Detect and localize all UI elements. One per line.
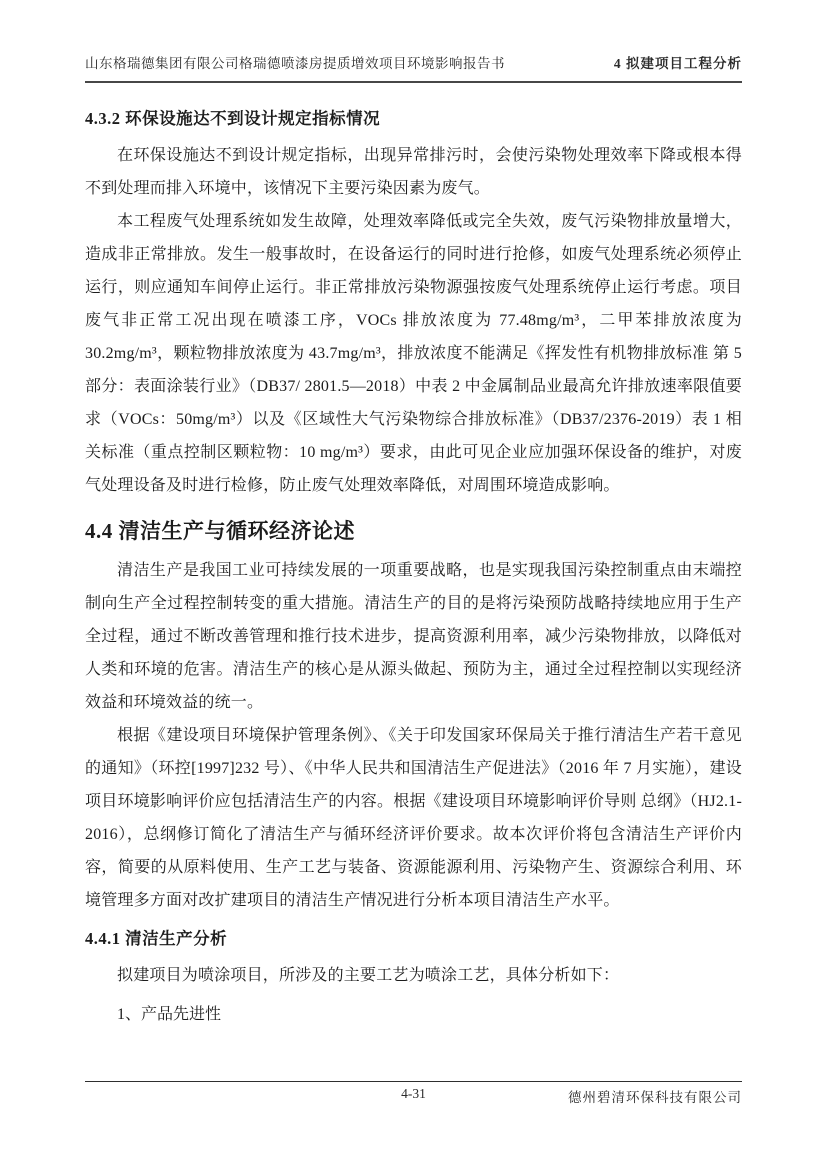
paragraph-spraying-project-intro: 拟建项目为喷涂项目，所涉及的主要工艺为喷涂工艺，具体分析如下： [117,967,620,984]
section-heading-4-4-1: 4.4.1 清洁生产分析 [85,929,228,948]
footer-company-name: 德州碧清环保科技有限公司 [568,1090,742,1105]
header-chapter-title: 4 拟建项目工程分析 [613,56,742,71]
paragraph-exhaust-system-failure: 本工程废气处理系统如发生故障，处理效率降低或完全失效，废气污染物排放量增大，造成非正常排放。发生一般事故时，在设备运行的同时进行抢修，如废气处理系统必须停止运行，则应通知车间停止运行。非正常排放污染物源强按废气处理系统停止运行考虑。项目废气非正常工况出现在喷漆工序，VOCs 排放浓度为 77.48mg/m³，二甲苯排放浓度为 30.2mg/m³，颗粒物排放浓度为 43.7mg/m³，排放浓度不能满足《挥发性有机物排放标准 第 5 部分：表面涂装行业》（DB37/ 2801.5—2018）中表 2 中金属制品业最高允许排放速率限值要求（VOCs：50mg/m³）以及《区域性大气污染物综合排放标准》（DB37/2376-2019）表 1 相关标准（重点控制区颗粒物：10 mg/m³）要求，由此可见企业应加强环保设备的维护，对废气处理设备及时进行检修，防止废气处理效率降低，对周围环境造成影响。 [85,213,742,494]
document-body [85,83,742,1031]
list-item-product-advancement: 1、产品先进性 [117,1006,222,1023]
paragraph-cleaner-production-strategy: 清洁生产是我国工业可持续发展的一项重要战略，也是实现我国污染控制重点由末端控制向生产全过程控制转变的重大措施。清洁生产的目的是将污染预防战略持续地应用于生产全过程，通过不断改善管理和推行技术进步，提高资源利用率，减少污染物排放，以降低对人类和环境的危害。清洁生产的核心是从源头做起、预防为主，通过全过程控制以实现经济效益和环境效益的统一。 [85,562,742,711]
paragraph-abnormal-discharge-intro: 在环保设施达不到设计规定指标，出现异常排污时，会使污染物处理效率下降或根本得不到处理而排入环境中，该情况下主要污染因素为废气。 [85,147,742,197]
paragraph-cleaner-production-regulations: 根据《建设项目环境保护管理条例》、《关于印发国家环保局关于推行清洁生产若干意见的通知》（环控[1997]232 号）、《中华人民共和国清洁生产促进法》（2016 年 7 月实施），建设项目环境影响评价应包括清洁生产的内容。根据《建设项目环境影响评价导则 总纲》（HJ2.1-2016），总纲修订简化了清洁生产与循环经济评价要求。故本次评价将包含清洁生产评价内容，简要的从原料使用、生产工艺与装备、资源能源利用、污染物产生、资源综合利用、环境管理多方面对改扩建项目的清洁生产情况进行分析本项目清洁生产水平。 [85,727,742,909]
header-report-title: 山东格瑞德集团有限公司格瑞德喷漆房提质增效项目环境影响报告书 [85,56,505,71]
page-footer [85,1081,742,1105]
footer-page-number: 4-31 [401,1086,426,1101]
section-heading-4-3-2: 4.3.2 环保设施达不到设计规定指标情况 [85,109,381,128]
section-heading-4-4: 4.4 清洁生产与循环经济论述 [85,519,355,543]
page-header [85,0,742,83]
